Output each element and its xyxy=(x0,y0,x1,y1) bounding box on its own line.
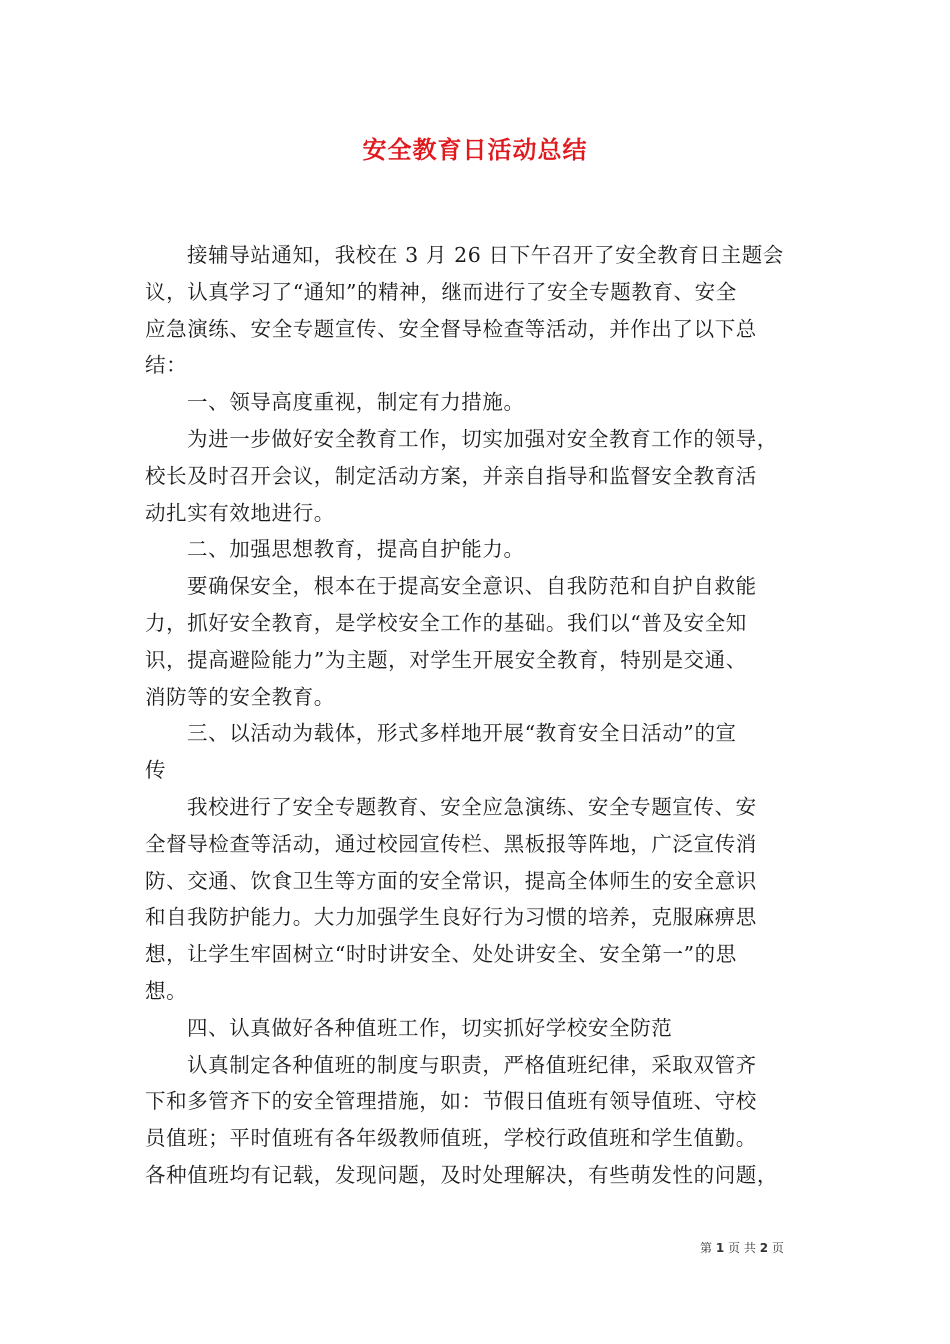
current-page-number: 1 xyxy=(715,1241,725,1255)
section-heading-2: 二、加强思想教育，提高自护能力。 xyxy=(187,537,525,562)
footer-middle: 页 共 xyxy=(728,1241,756,1255)
body-line: 全督导检查等活动，通过校园宣传栏、黑板报等阵地，广泛宣传消 xyxy=(145,831,757,856)
body-line: 下和多管齐下的安全管理措施，如：节假日值班有领导值班、守校 xyxy=(145,1089,757,1114)
footer-prefix: 第 xyxy=(700,1241,713,1255)
body-line: 结： xyxy=(145,353,188,378)
body-line: 应急演练、安全专题宣传、安全督导检查等活动，并作出了以下总 xyxy=(145,316,757,341)
body-line: 消防等的安全教育。 xyxy=(145,684,335,709)
body-line: 识，提高避险能力”为主题，对学生开展安全教育，特别是交通、 xyxy=(145,647,747,672)
body-line: 认真制定各种值班的制度与职责，严格值班纪律，采取双管齐 xyxy=(187,1052,757,1077)
body-line: 想，让学生牢固树立“时时讲安全、处处讲安全、安全第一”的思 xyxy=(145,942,737,967)
body-line: 员值班；平时值班有各年级教师值班，学校行政值班和学生值勤。 xyxy=(145,1126,757,1151)
section-heading-1: 一、领导高度重视，制定有力措施。 xyxy=(187,390,525,415)
section-heading-4: 四、认真做好各种值班工作，切实抓好学校安全防范 xyxy=(187,1015,673,1040)
body-line: 动扎实有效地进行。 xyxy=(145,500,335,525)
body-line: 各种值班均有记载，发现问题，及时处理解决，有些萌发性的问题， xyxy=(145,1162,778,1187)
footer-suffix: 页 xyxy=(771,1241,784,1255)
total-page-count: 2 xyxy=(759,1241,769,1255)
body-line: 接辅导站通知，我校在 3 月 26 日下午召开了安全教育日主题会 xyxy=(187,243,784,267)
page-number-footer xyxy=(700,1240,820,1256)
body-line: 传 xyxy=(145,758,167,783)
body-line: 想。 xyxy=(145,978,188,1003)
document-title: 安全教育日活动总结 xyxy=(362,136,588,164)
body-line: 力，抓好安全教育，是学校安全工作的基础。我们以“普及安全知 xyxy=(145,610,747,635)
body-line: 防、交通、饮食卫生等方面的安全常识，提高全体师生的安全意识 xyxy=(145,868,757,893)
body-line: 我校进行了安全专题教育、安全应急演练、安全专题宣传、安 xyxy=(187,794,757,819)
body-line: 要确保安全，根本在于提高安全意识、自我防范和自护自救能 xyxy=(187,574,757,599)
body-line: 为进一步做好安全教育工作，切实加强对安全教育工作的领导， xyxy=(187,426,778,451)
body-line: 和自我防护能力。大力加强学生良好行为习惯的培养，克服麻痹思 xyxy=(145,905,757,930)
body-line: 议，认真学习了“通知”的精神，继而进行了安全专题教育、安全 xyxy=(145,279,737,304)
document-body xyxy=(145,237,815,1194)
body-line: 校长及时召开会议，制定活动方案，并亲自指导和监督安全教育活 xyxy=(145,463,757,488)
section-heading-3: 三、以活动为载体，形式多样地开展“教育安全日活动”的宣 xyxy=(187,721,737,746)
